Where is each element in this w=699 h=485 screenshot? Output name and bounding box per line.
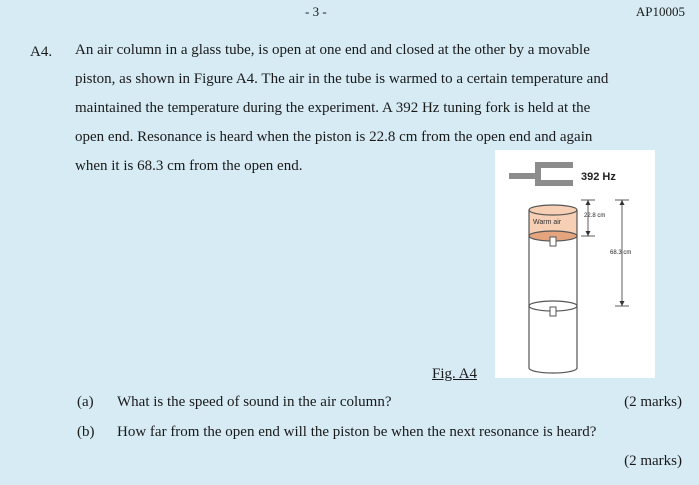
part-a-label: (a) [77,394,94,410]
figure-caption: Fig. A4 [432,366,478,382]
question-line-5: when it is 68.3 cm from the open end. [75,158,303,174]
question-line-1: An air column in a glass tube, is open at one end and closed at the other by a movable [75,42,590,58]
part-a-marks: (2 marks) [624,394,682,410]
question-line-2: piston, as shown in Figure A4. The air in the tube is warmed to a certain temperature and [75,71,609,87]
resonance-tube-diagram [495,150,655,378]
tuning-fork-icon [509,162,573,186]
paper-code: AP10005 [635,4,685,19]
part-b-text: How far from the open end will the piston be when the next resonance is heard? [117,424,597,440]
question-number: A4. [30,44,53,60]
question-line-4: open end. Resonance is heard when the piston is 22.8 cm from the open end and again [75,129,593,145]
question-line-3: maintained the temperature during the experiment. A 392 Hz tuning fork is held at the [75,100,591,116]
warm-air-label: Warm air [533,219,562,226]
figure-a4 [495,150,655,378]
part-b-label: (b) [77,424,95,440]
part-a-text: What is the speed of sound in the air column? [117,394,392,410]
piston-second-position [529,301,577,316]
first-length-label: 22.8 cm [584,213,606,219]
page-number: - 3 - [305,4,327,19]
second-length-label: 68.3 cm [610,250,632,256]
part-b-marks: (2 marks) [624,453,682,469]
tube-bottom [529,368,577,373]
frequency-label: 392 Hz [581,171,616,183]
tube-opening [529,205,577,215]
piston-first-position [529,231,577,246]
